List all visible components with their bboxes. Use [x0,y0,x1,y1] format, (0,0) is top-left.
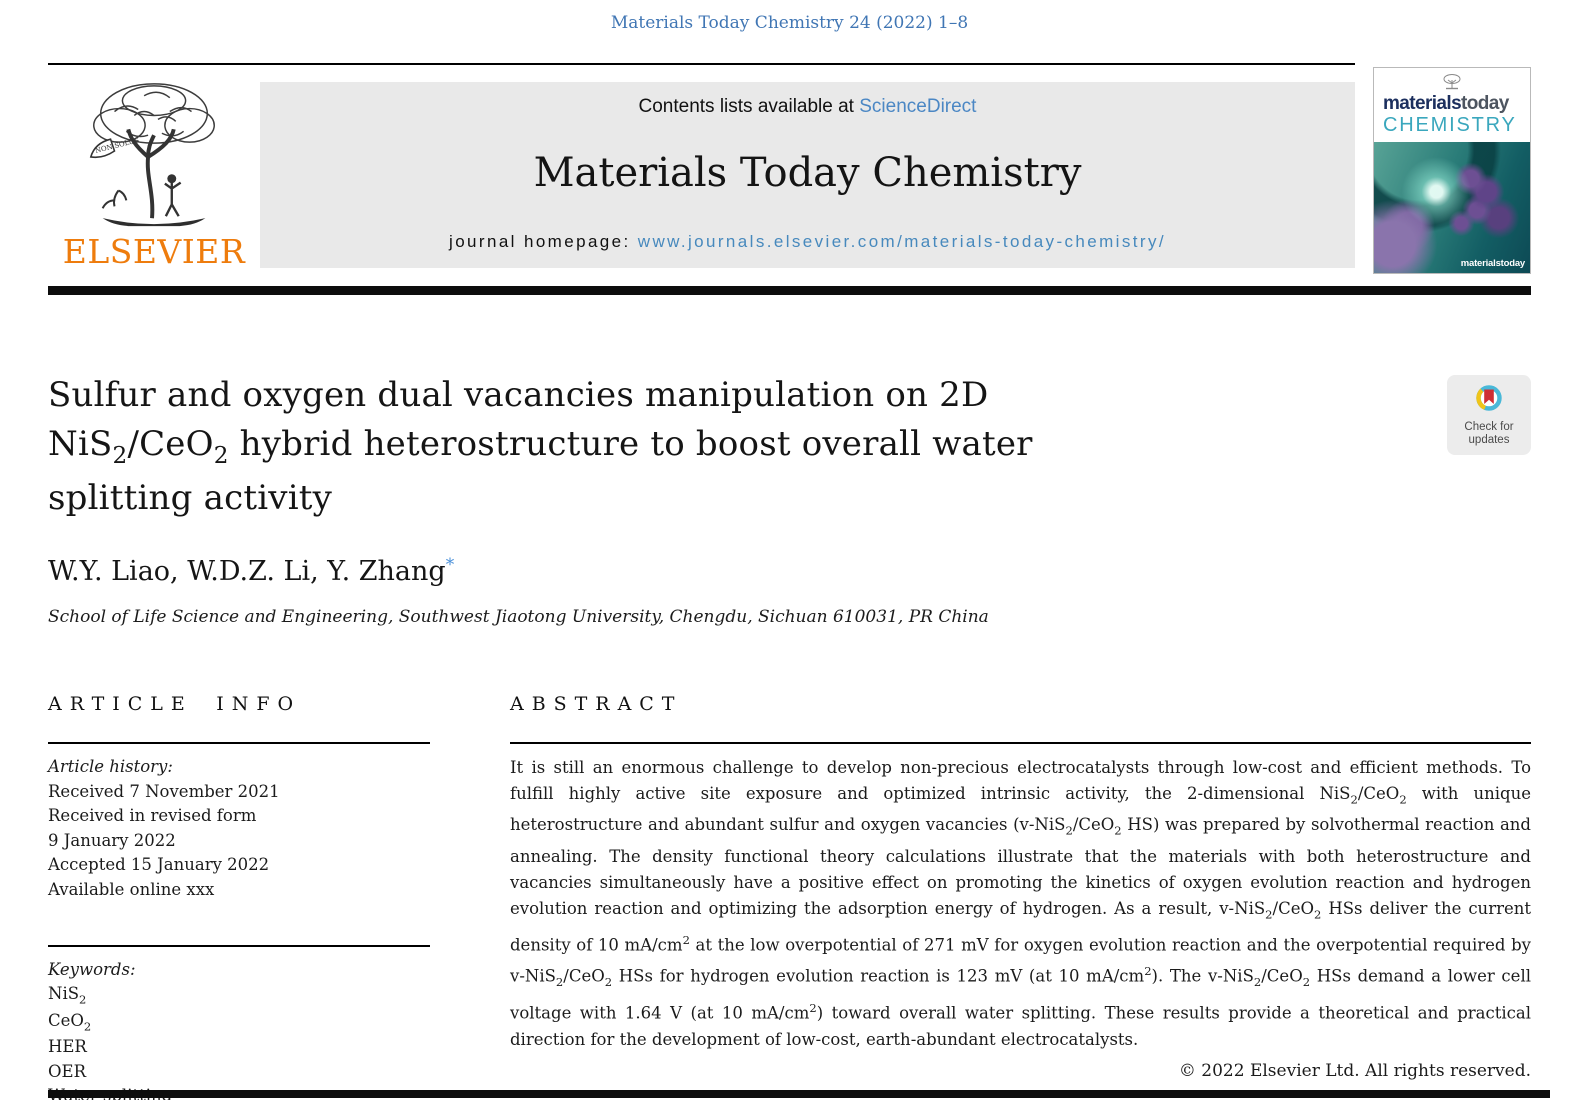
author-line [48,555,1531,587]
masthead-main [48,63,1355,271]
elsevier-wordmark: ELSEVIER [62,232,246,271]
affiliation: School of Life Science and Engineering, Southwest Jiaotong University, Chengdu, Sichuan 610031, PR China [48,606,989,627]
info-abstract-columns [48,693,1531,1100]
check-for-updates-badge[interactable] [1447,375,1531,455]
keyword-item: NiS$_2$ [48,984,87,1007]
copyright-line: © 2022 Elsevier Ltd. All rights reserved. [1178,1060,1531,1081]
badge-line1: Check for [1464,421,1514,433]
article-info-rule [48,742,430,744]
keyword-item: OER [48,1061,86,1081]
history-label: Article history: [48,756,173,776]
running-head-citation: Materials Today Chemistry 24 (2022) 1–8 [610,13,969,33]
cover-footer-brand: materialstoday [1460,258,1525,269]
article-title: Sulfur and oxygen dual vacancies manipulation on 2D NiS$_2$/CeO$_2$ hybrid heterostructure to boost overall water splitting activity [48,375,1033,518]
title-row [48,371,1531,523]
elsevier-logo-block [48,65,260,271]
non-solus-ribbon-text: NON SOLUS [94,136,140,155]
homepage-url-link[interactable]: www.journals.elsevier.com/materials-today-chemistry/ [637,232,1166,251]
badge-line2: updates [1468,434,1510,446]
keyword-item: CeO$_2$ [48,1010,92,1034]
journal-banner [260,82,1355,268]
cover-artwork [1374,142,1530,273]
page-bottom-rule [48,1090,1550,1098]
journal-cover-thumbnail [1373,67,1531,274]
sciencedirect-link[interactable]: ScienceDirect [859,96,977,117]
elsevier-tree-icon [75,74,233,232]
journal-title: Materials Today Chemistry [533,150,1082,196]
badge-text [1464,421,1513,447]
abstract-column [510,693,1531,1100]
contents-line [639,96,977,118]
author-names: W.Y. Liao, W.D.Z. Li, Y. Zhang [48,555,446,587]
homepage-line [449,232,1166,252]
keywords-label: Keywords: [48,959,136,979]
elsevier-mini-tree-icon [1442,74,1462,91]
history-line: Received 7 November 2021 [48,781,280,801]
abstract-rule [510,742,1531,744]
contents-prefix: Contents lists available at [638,96,860,117]
keyword-item: HER [48,1037,87,1057]
masthead-bottom-rule [48,286,1531,295]
article-info-column [48,693,430,1100]
history-line: Accepted 15 January 2022 [48,855,270,875]
history-line: Received in revised form [48,806,257,826]
corresponding-author-asterisk[interactable]: * [445,554,455,575]
cover-brand [1383,94,1521,114]
abstract-heading: ABSTRACT [510,692,683,715]
keywords-rule [48,945,430,947]
check-for-updates-icon [1470,383,1508,419]
history-line: Available online xxx [48,879,215,899]
article-info-heading: ARTICLE INFO [48,692,302,715]
history-line: 9 January 2022 [48,830,176,850]
masthead [48,63,1531,274]
abstract-text: It is still an enormous challenge to develop non-precious electrocatalysts through low-cost and efficient methods. To fulfill highly active site exposure and optimized intrinsic activity, the 2-dimensional NiS$_2$/CeO$_2$ with unique heterostructure and abundant sulfur and oxygen vacancies (v-NiS$_2$/CeO$_2$ HS) was prepared by solvothermal reaction and annealing. The density functional theory calculations illustrate that the materials with both heterostructure and vacancies simultaneously have a positive effect on promoting the kinetics of oxygen evolution reaction and hydrogen evolution reaction and optimizing the adsorption energy of hydrogen. As a result, v-NiS$_2$/CeO$_2$ HSs deliver the current density of 10 $mA/cm^2$ at the low overpotential of 271 mV for oxygen evolution reaction and the overpotential required by v-NiS$_2$/CeO$_2$ HSs for hydrogen evolution reaction is 123 mV (at 10 $mA/cm^2$). The v-NiS$_2$/CeO$_2$ HSs demand a lower cell voltage with 1.64 V (at 10 $mA/cm^2$) toward overall water splitting. These results provide a theoretical and practical direction for the development of low-cost, earth-abundant electrocatalysts. [510,757,1531,1049]
cover-brand-today: today [1461,93,1509,114]
cover-header [1374,68,1530,142]
cover-subtitle: CHEMISTRY [1383,113,1517,136]
homepage-label: journal homepage: [449,232,638,251]
cover-brand-materials: materials [1383,93,1462,114]
